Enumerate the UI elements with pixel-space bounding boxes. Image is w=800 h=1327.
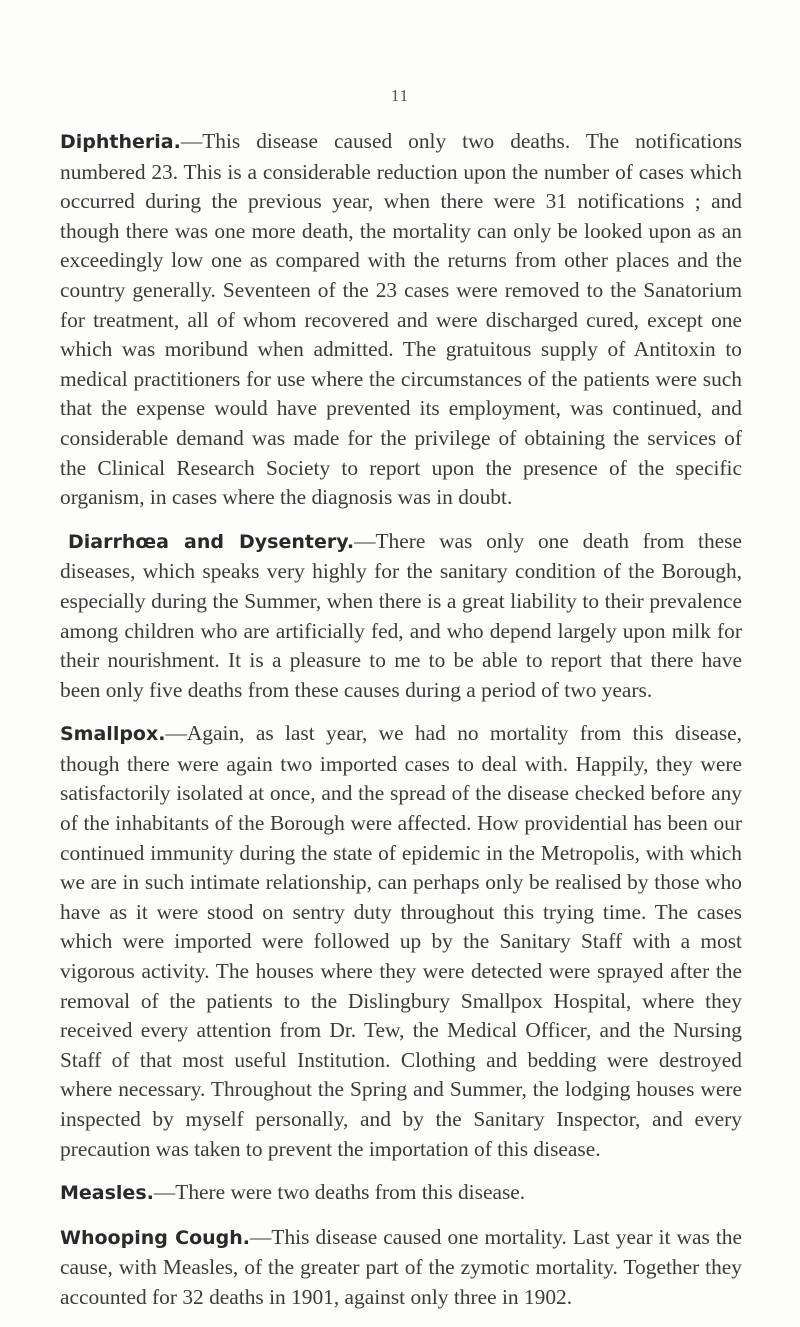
paragraph-smallpox xyxy=(60,719,742,1164)
paragraph-whooping-cough xyxy=(60,1223,742,1313)
text-measles: —There were two deaths from this disease. xyxy=(153,1180,526,1205)
paragraph-diarrhoea-dysentery xyxy=(60,527,742,706)
heading-smallpox: Smallpox. xyxy=(60,723,166,746)
heading-whooping-cough: Whooping Cough. xyxy=(60,1226,251,1249)
text-whooping-cough: —This disease caused one mortality. Last year it was the cause, with Measles, of the greater part of the zymotic mortality. Together they accounted for 32 deaths in 1901, against only three in 1902. xyxy=(60,1224,742,1309)
paragraph-measles xyxy=(60,1178,742,1209)
text-smallpox: —Again, as last year, we had no mortality from this disease, though there were again two imported cases to deal with. Happily, they were satisfactorily isolated at once, and the spread of the disease checked before any of the inhabitants of the Borough were affected. How providential has been our continued immunity during the state of epidemic in the Metropolis, with which we are in such intimate relationship, can perhaps only be realised by those who have as it were stood on sentry duty throughout this trying time. The cases which were imported were followed up by the Sanitary Staff with a most vigorous activity. The houses where they were detected were sprayed after the removal of the patients to the Dislingbury Smallpox Hospital, where they received every attention from Dr. Tew, the Medical Officer, and the Nursing Staff of that most useful Institution. Clothing and bedding were destroyed where necessary. Throughout the Spring and Summer, the lodging houses were inspected by myself personally, and by the Sanitary Inspector, and every precaution was taken to prevent the importation of this disease. xyxy=(60,721,742,1161)
heading-measles: Measles. xyxy=(60,1182,154,1205)
text-diarrhoea-dysentery: —There was only one death from these diseases, which speaks very highly for the sanitary condition of the Borough, especially during the Summer, when there is a great liability to their prevalence among children who are artificially fed, and who depend largely upon milk for their nourishment. It is a pleasure to me to be able to report that there have been only five deaths from these causes during a period of two years. xyxy=(60,528,742,702)
heading-diphtheria: Diphtheria. xyxy=(60,131,181,153)
page-number: 11 xyxy=(390,86,410,105)
document-body xyxy=(60,127,742,1327)
text-diphtheria: —This disease caused only two deaths. The notifications numbered 23. This is a considerable reduction upon the number of cases which occurred during the previous year, when there were 31 notifications ; and though there was one more death, the mortality can only be looked upon as an exceedingly low one as compared with the returns from other places and the country generally. Seventeen of the 23 cases were removed to the Sanatorium for treatment, all of whom recovered and were discharged cured, except one which was moribund when admitted. The gratuitous supply of Antitoxin to medical practitioners for use where the circumstances of the patients were such that the expense would have prevented its employment, was continued, and considerable demand was made for the privilege of obtaining the services of the Clinical Research Society to report upon the presence of the specific organism, in cases where the diagnosis was in doubt. xyxy=(60,129,742,510)
heading-diarrhoea-dysentery: Diarrhœa and Dysentery. xyxy=(68,530,355,553)
paragraph-diphtheria xyxy=(60,127,742,513)
